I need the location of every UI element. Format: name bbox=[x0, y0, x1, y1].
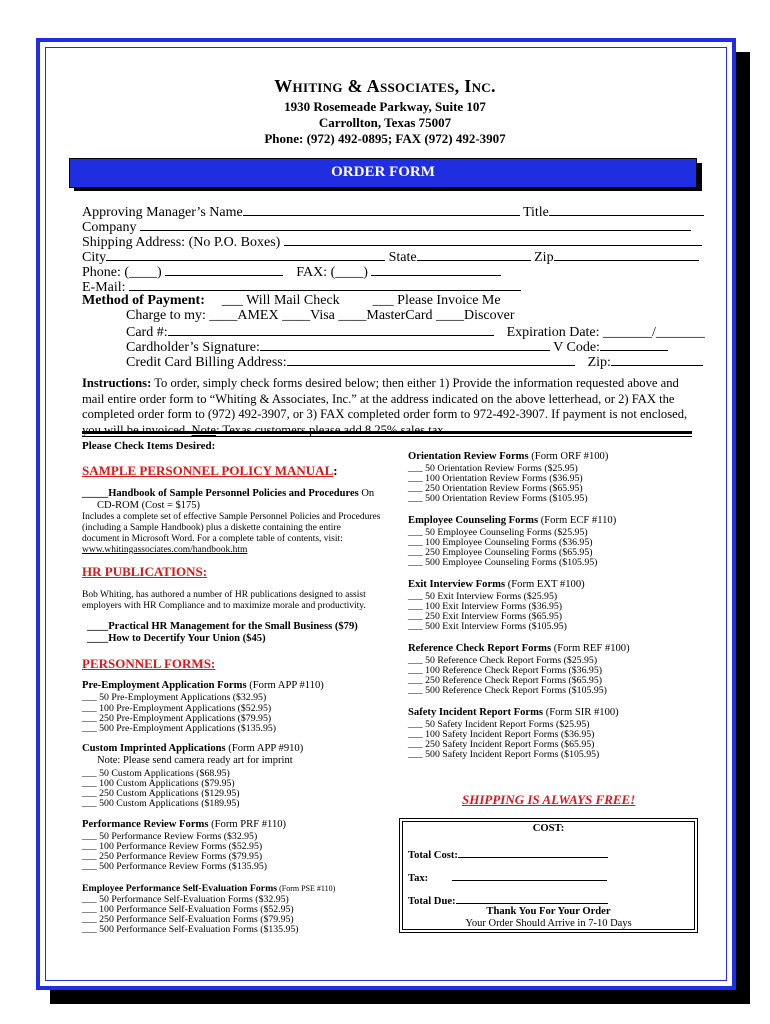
address-line-1: 1930 Rosemeade Parkway, Suite 107 bbox=[284, 99, 486, 114]
handbook-cd: CD-ROM (Cost = $175) bbox=[97, 500, 201, 511]
perf-heading: Performance Review Forms (Form PRF #110) bbox=[82, 819, 287, 830]
hr-desc-1: Bob Whiting, has authored a number of HR publications designed to assist bbox=[82, 590, 366, 600]
ecf-item[interactable]: ___ 100 Employee Counseling Forms ($36.95) bbox=[408, 537, 593, 548]
instructions bbox=[82, 376, 692, 438]
total-due-field[interactable] bbox=[456, 894, 608, 904]
orf-heading: Orientation Review Forms (Form ORF #100) bbox=[408, 451, 609, 462]
manual-heading: SAMPLE PERSONNEL POLICY MANUAL: bbox=[82, 463, 338, 478]
hr-publications-heading: HR PUBLICATIONS: bbox=[82, 564, 208, 579]
fax-label: FAX: (____) bbox=[296, 265, 368, 280]
note-text: : Texas customers please add 8.25% sales tax. bbox=[215, 422, 447, 437]
billing-row bbox=[126, 353, 703, 371]
handbook-item[interactable]: _____Handbook of Sample Personnel Policies and Procedures On bbox=[82, 488, 375, 499]
expiration-field[interactable]: Expiration Date: _______/_______ bbox=[506, 325, 705, 340]
perf-item[interactable]: ___ 250 Performance Review Forms ($79.95) bbox=[82, 851, 263, 862]
ecf-item[interactable]: ___ 500 Employee Counseling Forms ($105.95) bbox=[408, 557, 598, 568]
phone-field[interactable] bbox=[165, 263, 283, 276]
handbook-desc-1: Includes a complete set of effective Sample Personnel Policies and Procedures bbox=[82, 512, 381, 522]
ext-item[interactable]: ___ 50 Exit Interview Forms ($25.95) bbox=[408, 591, 558, 602]
form-title: ORDER FORM bbox=[331, 164, 435, 180]
instructions-label: Instructions: bbox=[82, 376, 152, 390]
custom-item[interactable]: ___ 50 Custom Applications ($68.95) bbox=[82, 768, 230, 779]
ext-item[interactable]: ___ 100 Exit Interview Forms ($36.95) bbox=[408, 601, 563, 612]
ecf-heading: Employee Counseling Forms (Form ECF #110) bbox=[408, 515, 617, 526]
tax-row: Tax: bbox=[408, 871, 607, 884]
ext-heading: Exit Interview Forms (Form EXT #100) bbox=[408, 579, 585, 590]
fax-field[interactable] bbox=[371, 263, 501, 276]
company-field[interactable] bbox=[140, 218, 691, 231]
tax-field[interactable] bbox=[452, 871, 607, 881]
instructions-text: To order, simply check forms desired below; then either 1) Provide the information requested above and mail entire order form to “Whiting & Associates, Inc.” at the address indicated on the above letterhead, or 2) FAX the completed order form to (972) 492-3907, or 3) FAX completed order form to 972-492-3907. If payment is not enclosed, you will be invoiced. bbox=[82, 376, 688, 437]
ref-item[interactable]: ___ 100 Reference Check Report Forms ($36.95) bbox=[408, 665, 602, 676]
state-label: State bbox=[388, 250, 417, 265]
total-due-row: Total Due: bbox=[408, 894, 608, 907]
cost-heading: COST: bbox=[532, 823, 565, 834]
card-number-field[interactable] bbox=[168, 323, 494, 336]
zip-label: Zip bbox=[534, 250, 554, 265]
ref-item[interactable]: ___ 250 Reference Check Report Forms ($65.95) bbox=[408, 675, 602, 686]
billing-label: Credit Card Billing Address: bbox=[126, 355, 287, 370]
ref-item[interactable]: ___ 50 Reference Check Report Forms ($25.95) bbox=[408, 655, 598, 666]
divider-thin bbox=[82, 436, 692, 437]
ref-item[interactable]: ___ 500 Reference Check Report Forms ($105.95) bbox=[408, 685, 607, 696]
publication-1[interactable]: ____Practical HR Management for the Small Business ($79) bbox=[87, 621, 358, 632]
perf-item[interactable]: ___ 50 Performance Review Forms ($32.95) bbox=[82, 831, 258, 842]
perf-item[interactable]: ___ 500 Performance Review Forms ($135.95) bbox=[82, 861, 268, 872]
handbook-desc-2: (including a Sample Handbook) plus a diskette containing the entire bbox=[82, 523, 341, 533]
vcode-field[interactable] bbox=[600, 338, 668, 351]
custom-item[interactable]: ___ 250 Custom Applications ($129.95) bbox=[82, 788, 240, 799]
zip-field[interactable] bbox=[554, 248, 699, 261]
preemp-heading: Pre-Employment Application Forms (Form APP #110) bbox=[82, 680, 324, 691]
custom-item[interactable]: ___ 500 Custom Applications ($189.95) bbox=[82, 798, 240, 809]
orf-item[interactable]: ___ 250 Orientation Review Forms ($65.95) bbox=[408, 483, 583, 494]
check-items-heading: Please Check Items Desired: bbox=[82, 440, 216, 452]
company-label: Company bbox=[82, 220, 137, 235]
thank-you: Thank You For Your Order bbox=[486, 906, 611, 917]
orf-item[interactable]: ___ 100 Orientation Review Forms ($36.95) bbox=[408, 473, 583, 484]
total-cost-row: Total Cost: bbox=[408, 848, 608, 861]
self-eval-item[interactable]: ___ 50 Performance Self-Evaluation Forms ($32.95) bbox=[82, 894, 289, 905]
personnel-forms-heading: PERSONNEL FORMS: bbox=[82, 656, 216, 671]
sir-item[interactable]: ___ 250 Safety Incident Report Forms ($65.95) bbox=[408, 739, 595, 750]
handbook-desc-3: document in Microsoft Word. For a complete table of contents, visit: bbox=[82, 534, 343, 544]
title-label: Title bbox=[522, 205, 549, 220]
manager-label: Approving Manager’s Name bbox=[82, 205, 243, 220]
manager-field[interactable] bbox=[243, 203, 520, 216]
email-field[interactable] bbox=[129, 278, 521, 291]
sir-item[interactable]: ___ 50 Safety Incident Report Forms ($25.95) bbox=[408, 719, 590, 730]
hr-desc-2: employers with HR Compliance and to maximize morale and productivity. bbox=[82, 601, 366, 611]
ecf-item[interactable]: ___ 50 Employee Counseling Forms ($25.95) bbox=[408, 527, 588, 538]
orf-item[interactable]: ___ 500 Orientation Review Forms ($105.95) bbox=[408, 493, 588, 504]
vcode-label: V Code: bbox=[553, 340, 600, 355]
self-eval-heading: Employee Performance Self-Evaluation Forms (Form PSE #110) bbox=[82, 883, 336, 894]
billing-field[interactable] bbox=[287, 353, 575, 366]
ext-item[interactable]: ___ 250 Exit Interview Forms ($65.95) bbox=[408, 611, 563, 622]
shipping-field[interactable] bbox=[284, 233, 702, 246]
preemp-item[interactable]: ___ 50 Pre-Employment Applications ($32.95) bbox=[82, 692, 267, 703]
publication-2[interactable]: ____How to Decertify Your Union ($45) bbox=[87, 633, 266, 644]
handbook-link[interactable]: www.whitingassociates.com/handbook.htm bbox=[82, 545, 248, 555]
ext-item[interactable]: ___ 500 Exit Interview Forms ($105.95) bbox=[408, 621, 567, 632]
self-eval-item[interactable]: ___ 500 Performance Self-Evaluation Forms ($135.95) bbox=[82, 924, 299, 935]
shipping-label: Shipping Address: (No P.O. Boxes) bbox=[82, 235, 281, 250]
mail-check-option[interactable]: ___ Will Mail Check bbox=[221, 293, 340, 308]
custom-note: Note: Please send camera ready art for imprint bbox=[97, 755, 293, 766]
self-eval-item[interactable]: ___ 250 Performance Self-Evaluation Forms ($79.95) bbox=[82, 914, 294, 925]
title-field[interactable] bbox=[549, 203, 704, 216]
signature-field[interactable] bbox=[260, 338, 550, 351]
total-cost-field[interactable] bbox=[458, 848, 608, 858]
city-field[interactable] bbox=[106, 248, 385, 261]
signature-label: Cardholder’s Signature: bbox=[126, 340, 260, 355]
divider-thick bbox=[82, 431, 692, 434]
payment-row bbox=[82, 293, 501, 309]
free-shipping-banner: SHIPPING IS ALWAYS FREE! bbox=[462, 792, 636, 807]
note-label: Note bbox=[191, 422, 216, 437]
self-eval-item[interactable]: ___ 100 Performance Self-Evaluation Forms ($52.95) bbox=[82, 904, 294, 915]
ref-heading: Reference Check Report Forms (Form REF #100) bbox=[408, 643, 630, 654]
phone-fax-line: Phone: (972) 492-0895; FAX (972) 492-3907 bbox=[264, 131, 506, 146]
city-label: City bbox=[82, 250, 107, 265]
payment-label: Method of Payment: bbox=[82, 293, 205, 308]
preemp-item[interactable]: ___ 100 Pre-Employment Applications ($52.95) bbox=[82, 703, 272, 714]
custom-item[interactable]: ___ 100 Custom Applications ($79.95) bbox=[82, 778, 235, 789]
sir-heading: Safety Incident Report Forms (Form SIR #100) bbox=[408, 707, 619, 718]
state-field[interactable] bbox=[417, 248, 531, 261]
invoice-option[interactable]: ___ Please Invoice Me bbox=[372, 293, 501, 308]
preemp-item[interactable]: ___ 500 Pre-Employment Applications ($135.95) bbox=[82, 723, 277, 734]
orf-item[interactable]: ___ 50 Orientation Review Forms ($25.95) bbox=[408, 463, 578, 474]
billing-zip-field[interactable] bbox=[611, 353, 703, 366]
arrival-note: Your Order Should Arrive in 7-10 Days bbox=[465, 918, 632, 929]
ecf-item[interactable]: ___ 250 Employee Counseling Forms ($65.95) bbox=[408, 547, 593, 558]
company-name: Whiting & Associates, Inc. bbox=[274, 76, 496, 96]
email-label: E-Mail: bbox=[82, 280, 126, 295]
sir-item[interactable]: ___ 100 Safety Incident Report Forms ($36.95) bbox=[408, 729, 595, 740]
phone-label: Phone: (____) bbox=[82, 265, 162, 280]
card-label: Card #: bbox=[126, 325, 168, 340]
custom-heading: Custom Imprinted Applications (Form APP #910) bbox=[82, 743, 304, 754]
preemp-item[interactable]: ___ 250 Pre-Employment Applications ($79.95) bbox=[82, 713, 272, 724]
address-line-2: Carrollton, Texas 75007 bbox=[318, 115, 452, 130]
billing-zip-label: Zip: bbox=[587, 355, 611, 370]
perf-item[interactable]: ___ 100 Performance Review Forms ($52.95) bbox=[82, 841, 263, 852]
sir-item[interactable]: ___ 500 Safety Incident Report Forms ($105.95) bbox=[408, 749, 600, 760]
charge-to-row[interactable]: Charge to my: ____AMEX ____Visa ____MasterCard ____Discover bbox=[126, 308, 515, 323]
